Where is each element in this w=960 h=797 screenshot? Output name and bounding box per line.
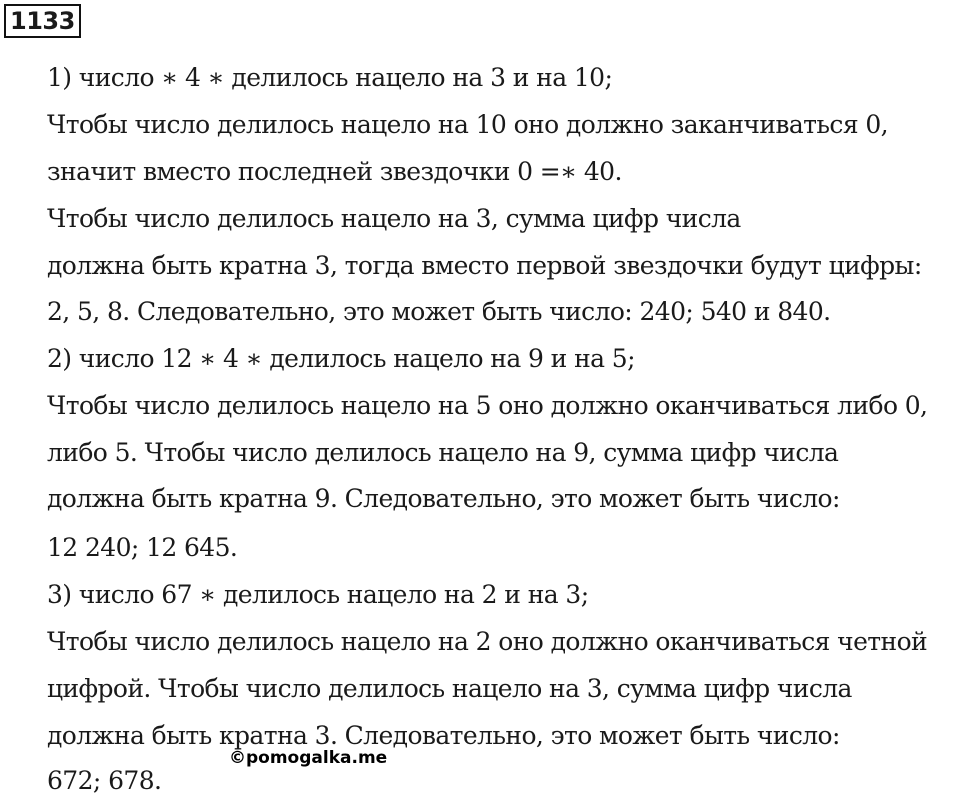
text-line-9: либо 5. Чтобы число делилось нацело на 9, сумма цифр числа — [47, 438, 839, 467]
text-line-1: 1) число ∗ 4 ∗ делилось нацело на 3 и на 10; — [47, 63, 613, 92]
text-line-16: 672; 678. — [47, 766, 162, 795]
text-line-3: значит вместо последней звездочки 0 =∗ 40. — [47, 157, 622, 186]
text-line-11: 12 240; 12 645. — [47, 533, 238, 562]
text-line-13: Чтобы число делилось нацело на 2 оно должно оканчиваться четной — [47, 627, 928, 656]
text-line-4: Чтобы число делилось нацело на 3, сумма цифр числа — [47, 204, 741, 233]
text-line-8: Чтобы число делилось нацело на 5 оно должно оканчиваться либо 0, — [47, 391, 928, 420]
text-line-15: должна быть кратна 3. Следовательно, это может быть число: — [47, 721, 840, 750]
text-line-5: должна быть кратна 3, тогда вместо первой звездочки будут цифры: — [47, 251, 922, 280]
text-line-14: цифрой. Чтобы число делилось нацело на 3, сумма цифр числа — [47, 674, 852, 703]
text-line-6: 2, 5, 8. Следовательно, это может быть число: 240; 540 и 840. — [47, 297, 831, 326]
text-line-12: 3) число 67 ∗ делилось нацело на 2 и на 3; — [47, 580, 589, 609]
problem-number: 1133 — [4, 4, 81, 38]
text-line-10: должна быть кратна 9. Следовательно, это может быть число: — [47, 484, 840, 513]
text-line-7: 2) число 12 ∗ 4 ∗ делилось нацело на 9 и на 5; — [47, 344, 635, 373]
text-line-2: Чтобы число делилось нацело на 10 оно должно заканчиваться 0, — [47, 110, 889, 139]
watermark: ©pomogalka.me — [229, 748, 388, 768]
